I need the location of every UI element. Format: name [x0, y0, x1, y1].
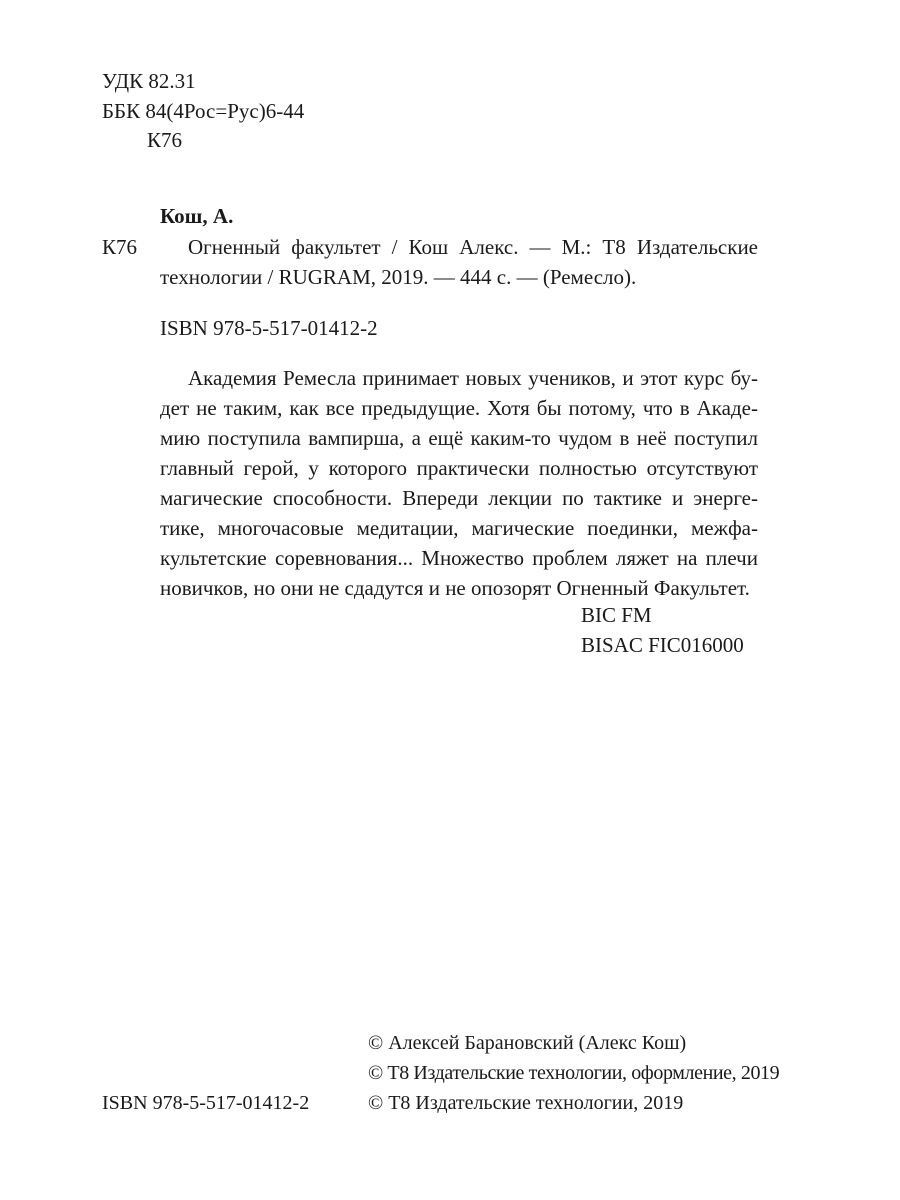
isbn-footer: ISBN 978-5-517-01412-2	[102, 1092, 310, 1114]
bibliographic-description	[160, 232, 758, 292]
udk-code: УДК 82.31	[102, 69, 196, 93]
copyright-line: © Т8 Издательские технологии, 2019	[368, 1092, 684, 1114]
annotation-line: главный герой, у которого практически полностью отсутствуют	[160, 456, 758, 480]
annotation-line: дет не таким, как все предыдущие. Хотя бы потому, что в Акаде-	[160, 396, 758, 420]
annotation-line: тике, многочасовые медитации, магические поединки, межфа-	[160, 516, 758, 540]
author-heading: Кош, А.	[160, 204, 234, 228]
annotation-line: новичков, но они не сдадутся и не опозорят Огненный Факультет.	[160, 576, 750, 600]
bisac-code: BISAC FIC016000	[581, 633, 744, 657]
isbn-record: ISBN 978-5-517-01412-2	[160, 316, 378, 340]
description-line: технологии / RUGRAM, 2019. — 444 с. — (Ремесло).	[160, 265, 637, 289]
annotation-line: магические способности. Впереди лекции по тактике и энерге-	[160, 486, 758, 510]
description-line: Огненный факультет / Кош Алекс. — М.: Т8 Издательские	[188, 235, 758, 259]
record-author-index: К76	[102, 235, 138, 259]
annotation-line: культетские соревнования... Множество проблем ляжет на плечи	[160, 546, 758, 570]
annotation	[160, 363, 758, 603]
annotation-line: мию поступила вампирша, а ещё каким-то чудом в неё поступил	[160, 426, 758, 450]
copyright-line: © Т8 Издательские технологии, оформление, 2019	[368, 1062, 780, 1084]
author-index: К76	[147, 128, 183, 152]
annotation-line: Академия Ремесла принимает новых учеников, и этот курс бу-	[188, 366, 758, 390]
bic-code: BIC FM	[581, 603, 652, 627]
copyright-line: © Алексей Барановский (Алекс Кош)	[368, 1032, 687, 1054]
bbk-code: ББК 84(4Рос=Рус)6-44	[102, 99, 305, 123]
copyright-block	[368, 1028, 779, 1118]
